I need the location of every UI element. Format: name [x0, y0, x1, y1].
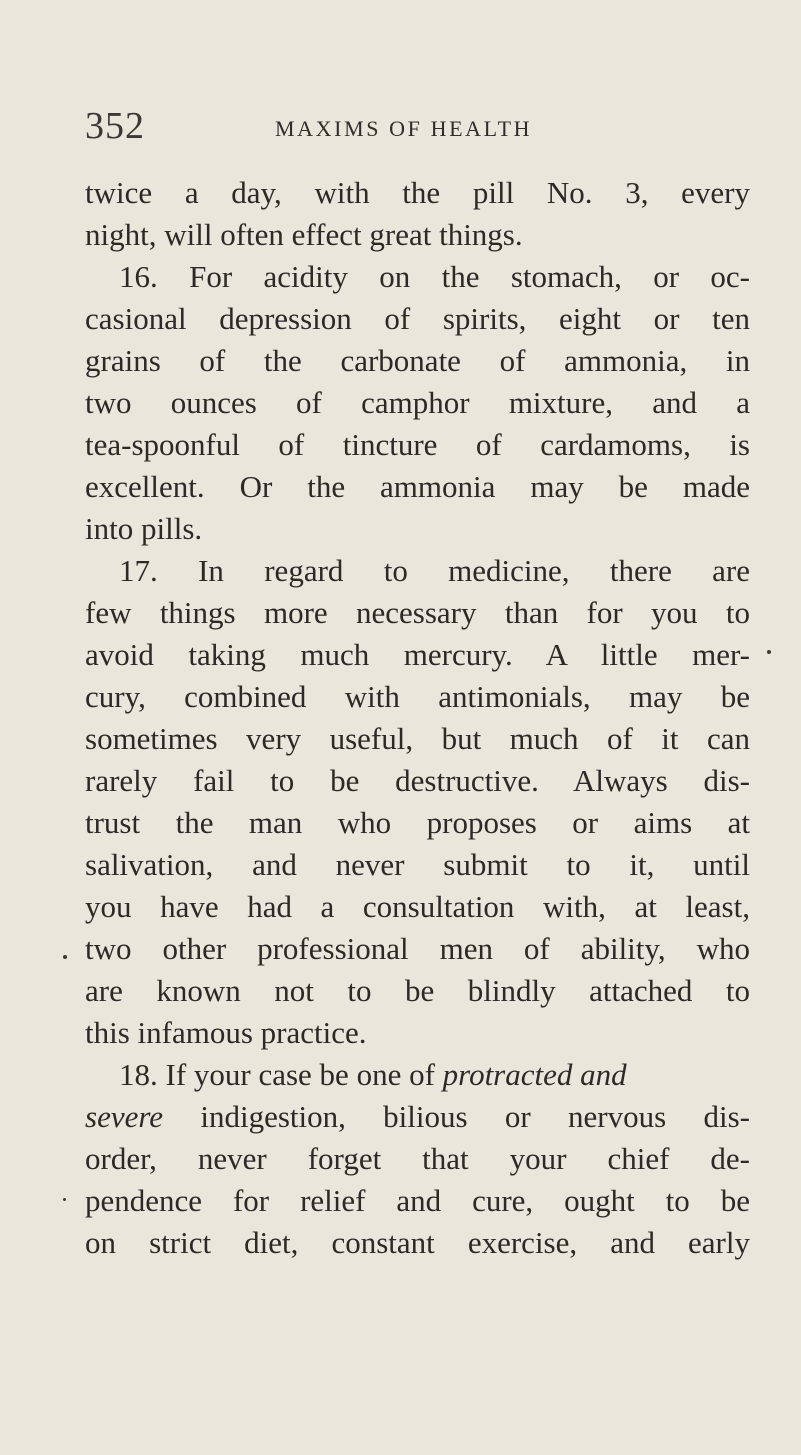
text-line: rarely fail to be destructive. Always dis- [85, 763, 750, 798]
running-head: MAXIMS OF HEALTH [275, 116, 533, 141]
text-line: grains of the carbonate of ammonia, in [85, 343, 750, 378]
italic-phrase: protracted and [442, 1057, 627, 1092]
text-line: on strict diet, constant exercise, and early [85, 1225, 750, 1260]
paper-speck [63, 1198, 66, 1201]
text-line: trust the man who proposes or aims at [85, 805, 750, 840]
paragraph-18-first-line [85, 1054, 750, 1096]
text-line: two ounces of camphor mixture, and a [85, 385, 750, 420]
text-line: casional depression of spirits, eight or ten [85, 301, 750, 336]
text-line: sometimes very useful, but much of it can [85, 721, 750, 756]
page-number: 352 [85, 105, 145, 147]
text-line: salivation, and never submit to it, until [85, 847, 750, 882]
italic-word: severe [85, 1099, 164, 1134]
text-line [85, 1096, 750, 1138]
text-line: pendence for relief and cure, ought to be [85, 1183, 750, 1218]
text-line: twice a day, with the pill No. 3, every [85, 175, 750, 210]
paper-speck [767, 650, 771, 654]
page-header [85, 104, 785, 152]
text-line: few things more necessary than for you to [85, 595, 750, 630]
text-segment: indigestion, bilious or nervous dis- [200, 1099, 751, 1134]
text-line: tea-spoonful of tincture of cardamoms, is [85, 427, 750, 462]
text-line: you have had a consultation with, at least, [85, 889, 750, 924]
text-line: into pills. [85, 511, 203, 546]
text-line: avoid taking much mercury. A little mer- [85, 637, 750, 672]
body-text [85, 172, 750, 1264]
text-line: night, will often effect great things. [85, 217, 523, 252]
paragraph-16-first-line: 16. For acidity on the stomach, or oc- [119, 259, 750, 294]
text-line: cury, combined with antimonials, may be [85, 679, 750, 714]
text-line: excellent. Or the ammonia may be made [85, 469, 750, 504]
text-line: order, never forget that your chief de- [85, 1141, 750, 1176]
text-segment: 18. If your case be one of [119, 1057, 435, 1092]
text-line: this infamous practice. [85, 1015, 367, 1050]
paper-speck [63, 955, 67, 959]
text-line: are known not to be blindly attached to [85, 973, 750, 1008]
text-line: two other professional men of ability, who [85, 931, 750, 966]
paragraph-17-first-line: 17. In regard to medicine, there are [119, 553, 750, 588]
